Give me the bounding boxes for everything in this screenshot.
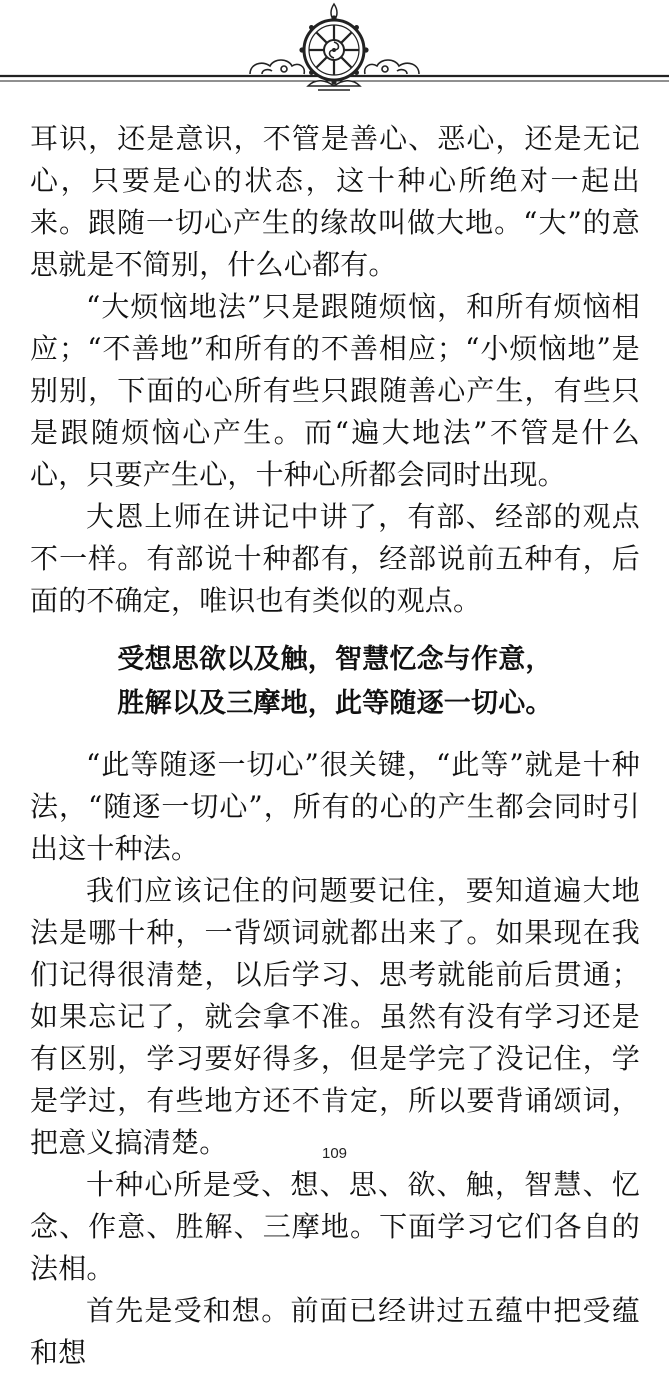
left-cloud-icon [250, 60, 304, 74]
paragraph: 大恩上师在讲记中讲了，有部、经部的观点不一样。有部说十种都有，经部说前五种有，后面的不确定，唯识也有类似的观点。 [30, 500, 640, 617]
paragraph: 首先是受和想。前面已经讲过五蕴中把受蕴和想 [30, 1294, 640, 1369]
header-ornament [0, 0, 669, 100]
paragraph: 我们应该记住的问题要记住，要知道遍大地法是哪十种，一背颂词就都出来了。如果现在我们记得很清楚，以后学习、思考就能前后贯通；如果忘记了，就会拿不准。虽然有没有学习还是有区别，学习要好得多，但是学完了没记住，学是学过，有些地方还不肯定，所以要背诵颂词，把意义搞清楚。 [30, 874, 640, 1159]
verse-line: 胜解以及三摩地，此等随逐一切心。 [117, 688, 553, 719]
paragraph-continuation: 耳识，还是意识，不管是善心、恶心，还是无记心，只要是心的状态，这十种心所绝对一起出来。跟随一切心产生的缘故叫做大地。“大”的意思就是不简别，什么心都有。 [30, 122, 640, 281]
right-cloud-icon [365, 60, 419, 74]
verse-line: 受想思欲以及触，智慧忆念与作意， [117, 644, 553, 675]
verse-block [30, 638, 640, 726]
paragraph: “此等随逐一切心”很关键，“此等”就是十种法，“随逐一切心”，所有的心的产生都会同时引出这十种法。 [30, 748, 640, 865]
paragraph: 十种心所是受、想、思、欲、触，智慧、忆念、作意、胜解、三摩地。下面学习它们各自的法相。 [30, 1168, 640, 1285]
page-number: 109 [321, 1145, 348, 1162]
paragraph: “大烦恼地法”只是跟随烦恼，和所有烦恼相应；“不善地”和所有的不善相应；“小烦恼地”是别别，下面的心所有些只跟随善心产生，有些只是跟随烦恼心产生。而“遍大地法”不管是什么心，只要产生心，十种心所都会同时出现。 [30, 290, 640, 491]
page-body [30, 118, 640, 1374]
page-header [0, 0, 669, 100]
